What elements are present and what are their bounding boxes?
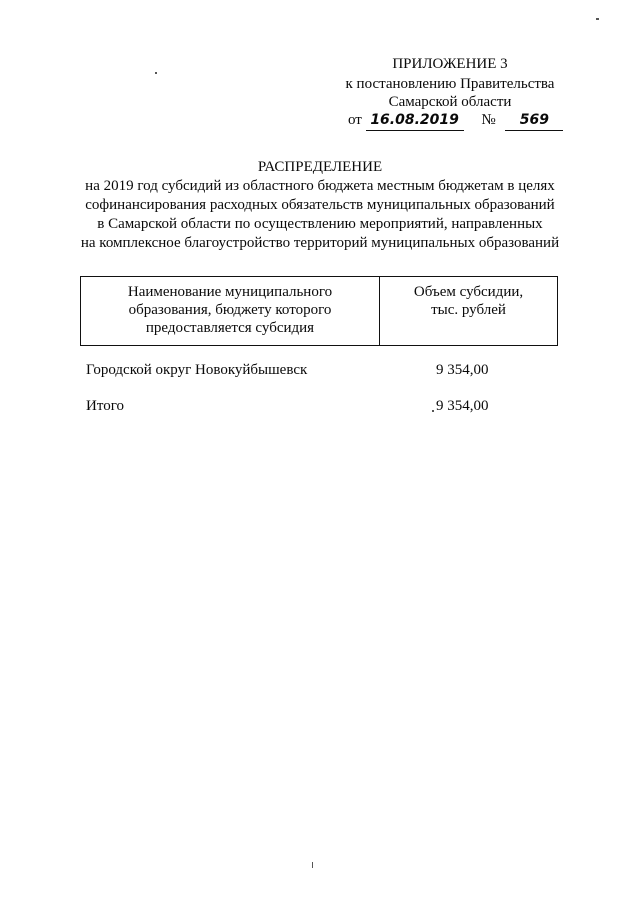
header-text: предоставляется субсидия — [145, 320, 315, 336]
header-cell-municipality — [81, 277, 380, 346]
header-text: тыс. рублей — [431, 302, 506, 318]
total-row-amount: 9 354,00 — [436, 398, 489, 414]
scan-speck — [596, 18, 599, 20]
header-text: образования, бюджету которого — [128, 302, 332, 318]
handwritten-date: 16.08.2019 — [366, 110, 464, 131]
heading-title: РАСПРЕДЕЛЕНИЕ — [257, 159, 383, 175]
total-row-label: Итого — [86, 398, 124, 414]
appendix-title: ПРИЛОЖЕНИЕ 3 — [392, 56, 508, 72]
header-text: Объем субсидии, — [413, 284, 524, 300]
distribution-table-header — [80, 276, 558, 346]
date-prefix: от — [348, 112, 362, 128]
table-row-amount: 9 354,00 — [436, 362, 489, 378]
scan-speck — [155, 72, 157, 74]
heading-line-2: софинансирования расходных обязательств муниципальных образований — [85, 197, 555, 213]
table-header-row — [81, 277, 558, 346]
header-cell-amount — [380, 277, 558, 346]
table-row-name: Городской округ Новокуйбышевск — [86, 362, 308, 378]
handwritten-number: 569 — [505, 110, 563, 131]
scan-speck — [432, 410, 434, 412]
heading-line-4: на комплексное благоустройство территорий муниципальных образований — [80, 235, 560, 251]
appendix-line-1: к постановлению Правительства — [345, 76, 555, 92]
heading-line-3: в Самарской области по осуществлению мероприятий, направленных — [97, 216, 543, 232]
header-text: Наименование муниципального — [127, 284, 333, 300]
heading-line-1: на 2019 год субсидий из областного бюджета местным бюджетам в целях — [85, 178, 555, 194]
appendix-line-2: Самарской области — [388, 94, 512, 110]
scan-speck — [312, 862, 313, 868]
appendix-date-line — [348, 110, 563, 131]
number-prefix: № — [481, 112, 496, 128]
